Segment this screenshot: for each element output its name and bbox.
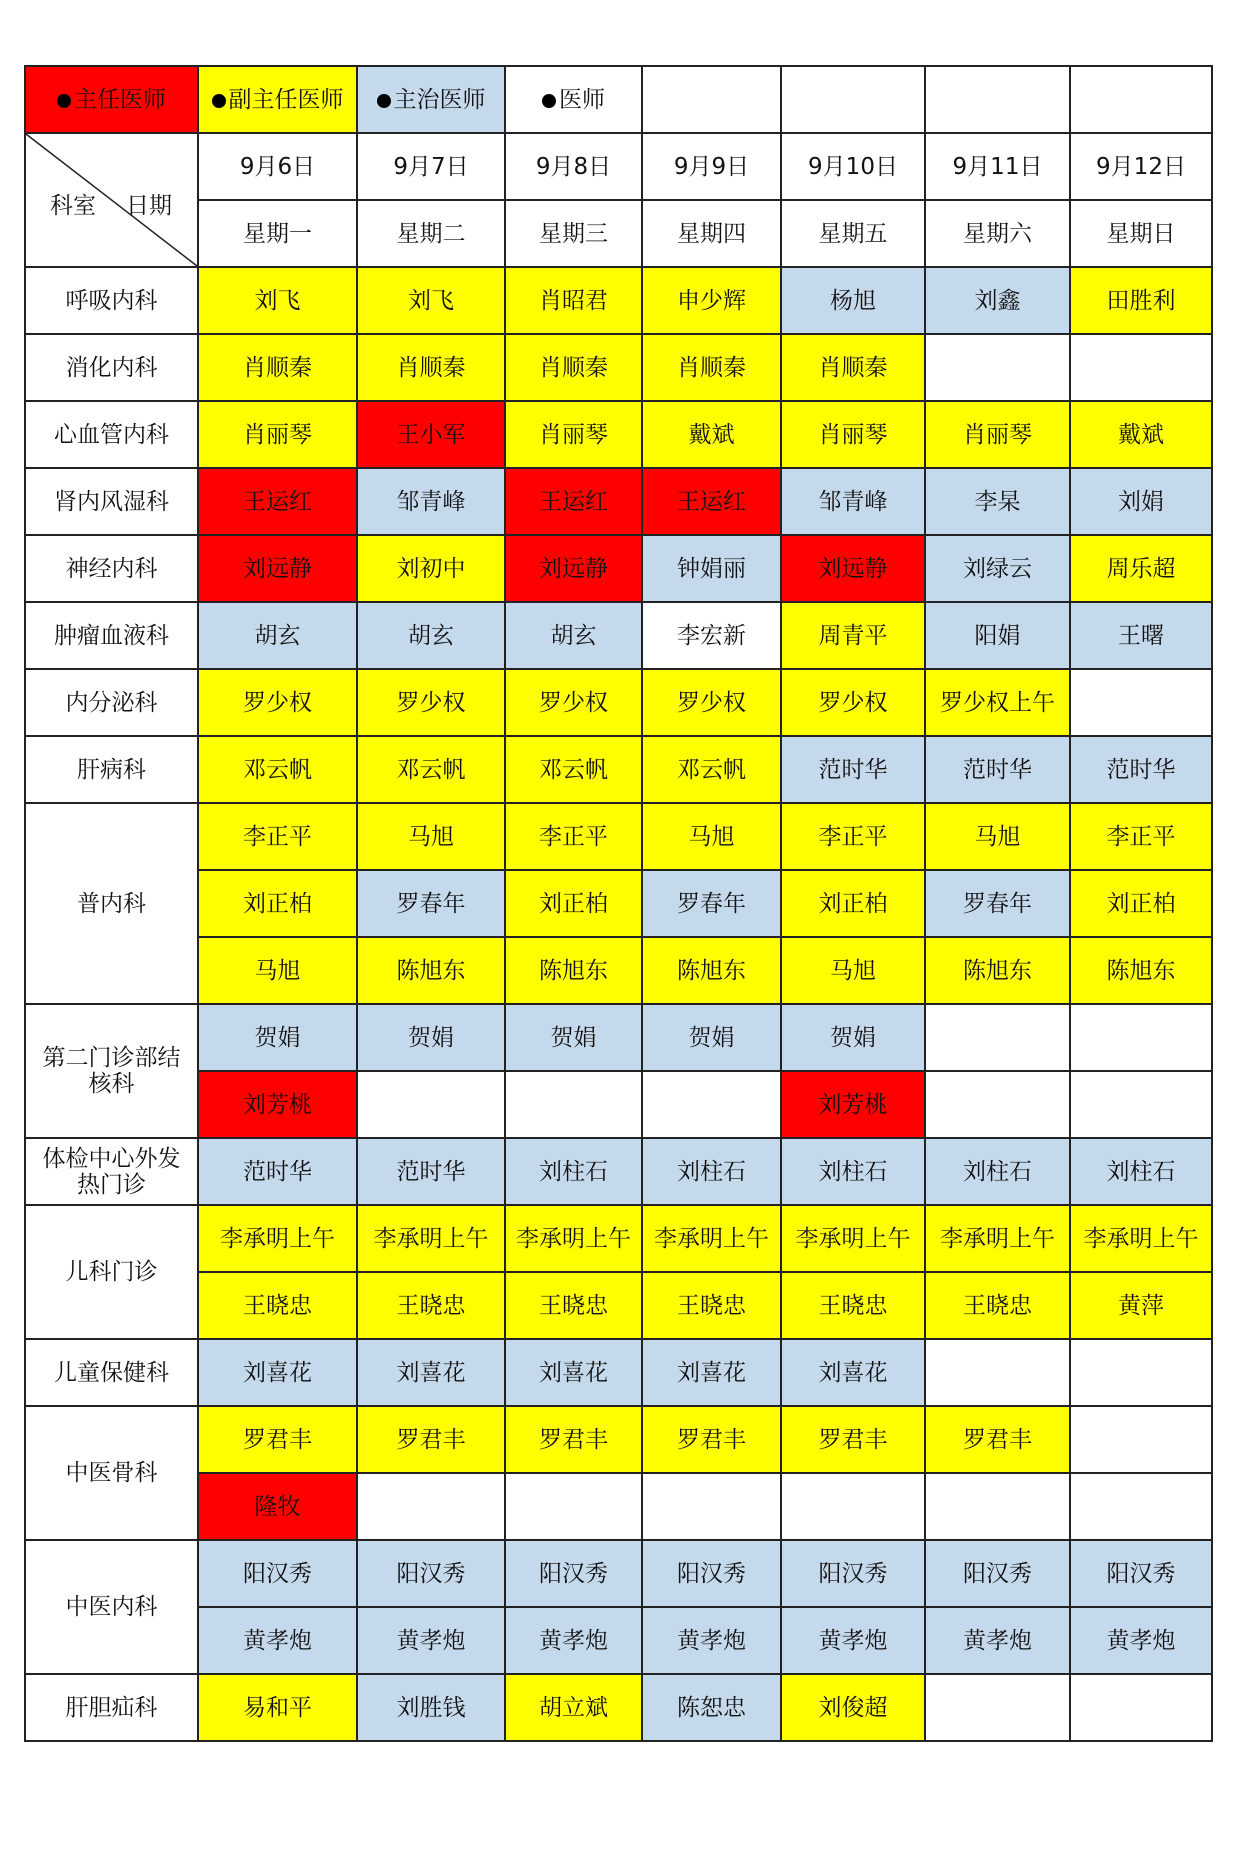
- legend-associate-chief-physician: 副主任医师: [198, 66, 357, 133]
- department-name: 普内科: [25, 803, 198, 1004]
- duty-cell: 隆牧: [198, 1473, 357, 1540]
- legend-chief-physician: 主任医师: [25, 66, 198, 133]
- legend-empty-cell: [1070, 66, 1212, 133]
- department-row: [25, 1205, 1212, 1272]
- department-row: [25, 401, 1212, 468]
- duty-cell: 贺娟: [781, 1004, 925, 1071]
- duty-cell: [642, 1071, 781, 1138]
- duty-cell: [925, 1339, 1070, 1406]
- duty-cell: [1070, 669, 1212, 736]
- duty-cell: [505, 1071, 642, 1138]
- duty-cell: 罗君丰: [505, 1406, 642, 1473]
- duty-cell: 胡玄: [198, 602, 357, 669]
- duty-cell: 范时华: [198, 1138, 357, 1205]
- duty-cell: 易和平: [198, 1674, 357, 1741]
- duty-cell: [925, 1071, 1070, 1138]
- duty-cell: 刘远静: [781, 535, 925, 602]
- duty-cell: 贺娟: [505, 1004, 642, 1071]
- department-row: [25, 1473, 1212, 1540]
- duty-cell: 刘喜花: [198, 1339, 357, 1406]
- duty-cell: 黄孝炮: [198, 1607, 357, 1674]
- duty-cell: 贺娟: [357, 1004, 505, 1071]
- duty-cell: 刘初中: [357, 535, 505, 602]
- duty-cell: 刘芳桃: [781, 1071, 925, 1138]
- department-name: 肿瘤血液科: [25, 602, 198, 669]
- duty-cell: 阳汉秀: [357, 1540, 505, 1607]
- duty-cell: [781, 1473, 925, 1540]
- department-row: [25, 1674, 1212, 1741]
- duty-cell: 黄孝炮: [781, 1607, 925, 1674]
- duty-cell: 李正平: [198, 803, 357, 870]
- duty-cell: 范时华: [781, 736, 925, 803]
- duty-cell: [1070, 334, 1212, 401]
- legend-row: [25, 66, 1212, 133]
- department-name: 中医内科: [25, 1540, 198, 1674]
- date-cell: 9月8日: [505, 133, 642, 200]
- department-name: 肝胆疝科: [25, 1674, 198, 1741]
- bullet-icon: [377, 94, 391, 108]
- department-header: 科室: [50, 193, 96, 219]
- duty-cell: 肖顺秦: [357, 334, 505, 401]
- duty-cell: 杨旭: [781, 267, 925, 334]
- duty-cell: 王运红: [505, 468, 642, 535]
- duty-cell: 罗少权: [198, 669, 357, 736]
- duty-cell: 刘喜花: [781, 1339, 925, 1406]
- duty-cell: [642, 1473, 781, 1540]
- duty-cell: [357, 1071, 505, 1138]
- department-row: [25, 669, 1212, 736]
- duty-cell: 马旭: [925, 803, 1070, 870]
- duty-cell: [357, 1473, 505, 1540]
- duty-cell: 申少辉: [642, 267, 781, 334]
- duty-cell: 刘喜花: [642, 1339, 781, 1406]
- legend-empty-cell: [925, 66, 1070, 133]
- duty-cell: 罗少权上午: [925, 669, 1070, 736]
- duty-cell: 王晓忠: [642, 1272, 781, 1339]
- duty-cell: 肖顺秦: [198, 334, 357, 401]
- duty-cell: [1070, 1674, 1212, 1741]
- duty-cell: 阳汉秀: [505, 1540, 642, 1607]
- duty-cell: [925, 1004, 1070, 1071]
- duty-cell: 罗少权: [781, 669, 925, 736]
- duty-cell: 阳汉秀: [642, 1540, 781, 1607]
- department-row: [25, 1071, 1212, 1138]
- duty-cell: 钟娟丽: [642, 535, 781, 602]
- duty-cell: 王运红: [642, 468, 781, 535]
- duty-cell: 罗君丰: [357, 1406, 505, 1473]
- duty-cell: 王晓忠: [505, 1272, 642, 1339]
- department-name: 肾内风湿科: [25, 468, 198, 535]
- department-row: [25, 803, 1212, 870]
- duty-cell: 刘喜花: [505, 1339, 642, 1406]
- duty-cell: 罗君丰: [925, 1406, 1070, 1473]
- date-row: [25, 133, 1212, 200]
- duty-cell: 邓云帆: [505, 736, 642, 803]
- duty-cell: 刘俊超: [781, 1674, 925, 1741]
- duty-cell: 刘柱石: [505, 1138, 642, 1205]
- duty-cell: 刘芳桃: [198, 1071, 357, 1138]
- bullet-icon: [542, 94, 556, 108]
- department-row: [25, 736, 1212, 803]
- department-row: [25, 1406, 1212, 1473]
- department-row: [25, 267, 1212, 334]
- duty-cell: 刘正柏: [505, 870, 642, 937]
- duty-cell: 刘飞: [198, 267, 357, 334]
- department-row: [25, 602, 1212, 669]
- department-name: 儿科门诊: [25, 1205, 198, 1339]
- duty-cell: 刘正柏: [1070, 870, 1212, 937]
- duty-cell: [1070, 1473, 1212, 1540]
- duty-cell: 邓云帆: [357, 736, 505, 803]
- duty-cell: 刘正柏: [781, 870, 925, 937]
- duty-cell: 肖丽琴: [781, 401, 925, 468]
- duty-cell: 马旭: [198, 937, 357, 1004]
- weekday-cell: 星期一: [198, 200, 357, 267]
- duty-cell: 陈旭东: [357, 937, 505, 1004]
- duty-cell: 肖昭君: [505, 267, 642, 334]
- duty-cell: 王曙: [1070, 602, 1212, 669]
- department-row: [25, 535, 1212, 602]
- duty-cell: 李承明上午: [781, 1205, 925, 1272]
- duty-cell: 邹青峰: [781, 468, 925, 535]
- duty-cell: 肖丽琴: [925, 401, 1070, 468]
- duty-cell: 范时华: [357, 1138, 505, 1205]
- weekday-cell: 星期日: [1070, 200, 1212, 267]
- department-row: [25, 937, 1212, 1004]
- duty-cell: 胡玄: [357, 602, 505, 669]
- duty-cell: 王运红: [198, 468, 357, 535]
- duty-cell: [1070, 1004, 1212, 1071]
- duty-cell: 黄孝炮: [642, 1607, 781, 1674]
- duty-cell: [925, 1473, 1070, 1540]
- duty-cell: 李杲: [925, 468, 1070, 535]
- duty-cell: 罗君丰: [642, 1406, 781, 1473]
- date-cell: 9月7日: [357, 133, 505, 200]
- department-row: [25, 870, 1212, 937]
- department-name: 消化内科: [25, 334, 198, 401]
- duty-cell: 李宏新: [642, 602, 781, 669]
- duty-cell: 贺娟: [198, 1004, 357, 1071]
- duty-cell: 阳汉秀: [198, 1540, 357, 1607]
- duty-cell: 马旭: [357, 803, 505, 870]
- duty-cell: 肖丽琴: [505, 401, 642, 468]
- duty-cell: 刘鑫: [925, 267, 1070, 334]
- duty-cell: 王小军: [357, 401, 505, 468]
- duty-cell: 王晓忠: [357, 1272, 505, 1339]
- weekday-cell: 星期五: [781, 200, 925, 267]
- duty-cell: 李承明上午: [357, 1205, 505, 1272]
- duty-cell: 刘喜花: [357, 1339, 505, 1406]
- department-name: 中医骨科: [25, 1406, 198, 1540]
- duty-cell: 肖顺秦: [505, 334, 642, 401]
- duty-cell: 刘正柏: [198, 870, 357, 937]
- duty-cell: 罗少权: [642, 669, 781, 736]
- department-name: 体检中心外发热门诊: [25, 1138, 198, 1205]
- duty-cell: 李承明上午: [642, 1205, 781, 1272]
- department-name: 呼吸内科: [25, 267, 198, 334]
- legend-empty-cell: [642, 66, 781, 133]
- department-row: [25, 468, 1212, 535]
- duty-cell: 黄孝炮: [1070, 1607, 1212, 1674]
- duty-cell: 周青平: [781, 602, 925, 669]
- duty-cell: 肖丽琴: [198, 401, 357, 468]
- department-row: [25, 1540, 1212, 1607]
- duty-cell: 李正平: [781, 803, 925, 870]
- weekday-cell: 星期六: [925, 200, 1070, 267]
- duty-cell: 刘柱石: [925, 1138, 1070, 1205]
- duty-cell: 阳汉秀: [1070, 1540, 1212, 1607]
- weekday-cell: 星期三: [505, 200, 642, 267]
- duty-cell: 范时华: [1070, 736, 1212, 803]
- duty-cell: 邓云帆: [642, 736, 781, 803]
- duty-cell: 陈旭东: [925, 937, 1070, 1004]
- department-row: [25, 334, 1212, 401]
- duty-cell: 黄孝炮: [505, 1607, 642, 1674]
- duty-cell: 罗春年: [642, 870, 781, 937]
- duty-cell: 刘胜钱: [357, 1674, 505, 1741]
- duty-cell: 陈恕忠: [642, 1674, 781, 1741]
- bullet-icon: [57, 94, 71, 108]
- department-name: 第二门诊部结核科: [25, 1004, 198, 1138]
- duty-cell: [505, 1473, 642, 1540]
- department-name: 内分泌科: [25, 669, 198, 736]
- duty-cell: 阳汉秀: [781, 1540, 925, 1607]
- duty-cell: 邓云帆: [198, 736, 357, 803]
- duty-cell: 黄孝炮: [925, 1607, 1070, 1674]
- department-row: [25, 1607, 1212, 1674]
- duty-cell: 陈旭东: [505, 937, 642, 1004]
- department-row: [25, 1138, 1212, 1205]
- duty-cell: 罗君丰: [781, 1406, 925, 1473]
- legend-empty-cell: [781, 66, 925, 133]
- duty-cell: 罗春年: [925, 870, 1070, 937]
- duty-cell: 王晓忠: [925, 1272, 1070, 1339]
- duty-cell: 刘柱石: [1070, 1138, 1212, 1205]
- duty-cell: 胡立斌: [505, 1674, 642, 1741]
- duty-schedule-table: [24, 65, 1213, 1742]
- duty-cell: [1070, 1071, 1212, 1138]
- weekday-cell: 星期二: [357, 200, 505, 267]
- duty-cell: 马旭: [781, 937, 925, 1004]
- duty-cell: 黄萍: [1070, 1272, 1212, 1339]
- date-cell: 9月6日: [198, 133, 357, 200]
- weekday-row: [25, 200, 1212, 267]
- duty-cell: 肖顺秦: [781, 334, 925, 401]
- date-cell: 9月11日: [925, 133, 1070, 200]
- date-cell: 9月9日: [642, 133, 781, 200]
- duty-cell: 阳汉秀: [925, 1540, 1070, 1607]
- duty-cell: 李承明上午: [1070, 1205, 1212, 1272]
- duty-cell: 王晓忠: [198, 1272, 357, 1339]
- duty-cell: 戴斌: [642, 401, 781, 468]
- department-row: [25, 1004, 1212, 1071]
- department-row: [25, 1339, 1212, 1406]
- duty-cell: 罗少权: [505, 669, 642, 736]
- weekday-cell: 星期四: [642, 200, 781, 267]
- duty-cell: 戴斌: [1070, 401, 1212, 468]
- department-name: 儿童保健科: [25, 1339, 198, 1406]
- duty-cell: 田胜利: [1070, 267, 1212, 334]
- duty-cell: 李正平: [1070, 803, 1212, 870]
- duty-cell: 刘绿云: [925, 535, 1070, 602]
- duty-cell: [925, 334, 1070, 401]
- duty-cell: 李承明上午: [198, 1205, 357, 1272]
- duty-cell: 胡玄: [505, 602, 642, 669]
- duty-cell: [1070, 1406, 1212, 1473]
- duty-cell: 周乐超: [1070, 535, 1212, 602]
- duty-cell: 马旭: [642, 803, 781, 870]
- department-row: [25, 1272, 1212, 1339]
- duty-cell: [1070, 1339, 1212, 1406]
- bullet-icon: [212, 94, 226, 108]
- duty-cell: 范时华: [925, 736, 1070, 803]
- date-cell: 9月10日: [781, 133, 925, 200]
- duty-cell: 罗少权: [357, 669, 505, 736]
- duty-cell: 肖顺秦: [642, 334, 781, 401]
- duty-cell: 邹青峰: [357, 468, 505, 535]
- duty-cell: 陈旭东: [1070, 937, 1212, 1004]
- date-header: 日期: [126, 193, 172, 219]
- duty-cell: 罗君丰: [198, 1406, 357, 1473]
- duty-cell: 刘远静: [505, 535, 642, 602]
- duty-cell: 罗春年: [357, 870, 505, 937]
- duty-cell: 李承明上午: [925, 1205, 1070, 1272]
- duty-cell: 刘飞: [357, 267, 505, 334]
- duty-cell: 李承明上午: [505, 1205, 642, 1272]
- duty-cell: 李正平: [505, 803, 642, 870]
- legend-physician: 医师: [505, 66, 642, 133]
- department-name: 肝病科: [25, 736, 198, 803]
- duty-cell: 贺娟: [642, 1004, 781, 1071]
- legend-attending-physician: 主治医师: [357, 66, 505, 133]
- duty-cell: 陈旭东: [642, 937, 781, 1004]
- duty-cell: 刘柱石: [642, 1138, 781, 1205]
- duty-cell: 王晓忠: [781, 1272, 925, 1339]
- duty-cell: 刘远静: [198, 535, 357, 602]
- duty-cell: 阳娟: [925, 602, 1070, 669]
- duty-cell: [925, 1674, 1070, 1741]
- date-cell: 9月12日: [1070, 133, 1212, 200]
- duty-cell: 刘柱石: [781, 1138, 925, 1205]
- department-name: 神经内科: [25, 535, 198, 602]
- duty-cell: 黄孝炮: [357, 1607, 505, 1674]
- duty-cell: 刘娟: [1070, 468, 1212, 535]
- corner-header: [25, 133, 198, 267]
- department-name: 心血管内科: [25, 401, 198, 468]
